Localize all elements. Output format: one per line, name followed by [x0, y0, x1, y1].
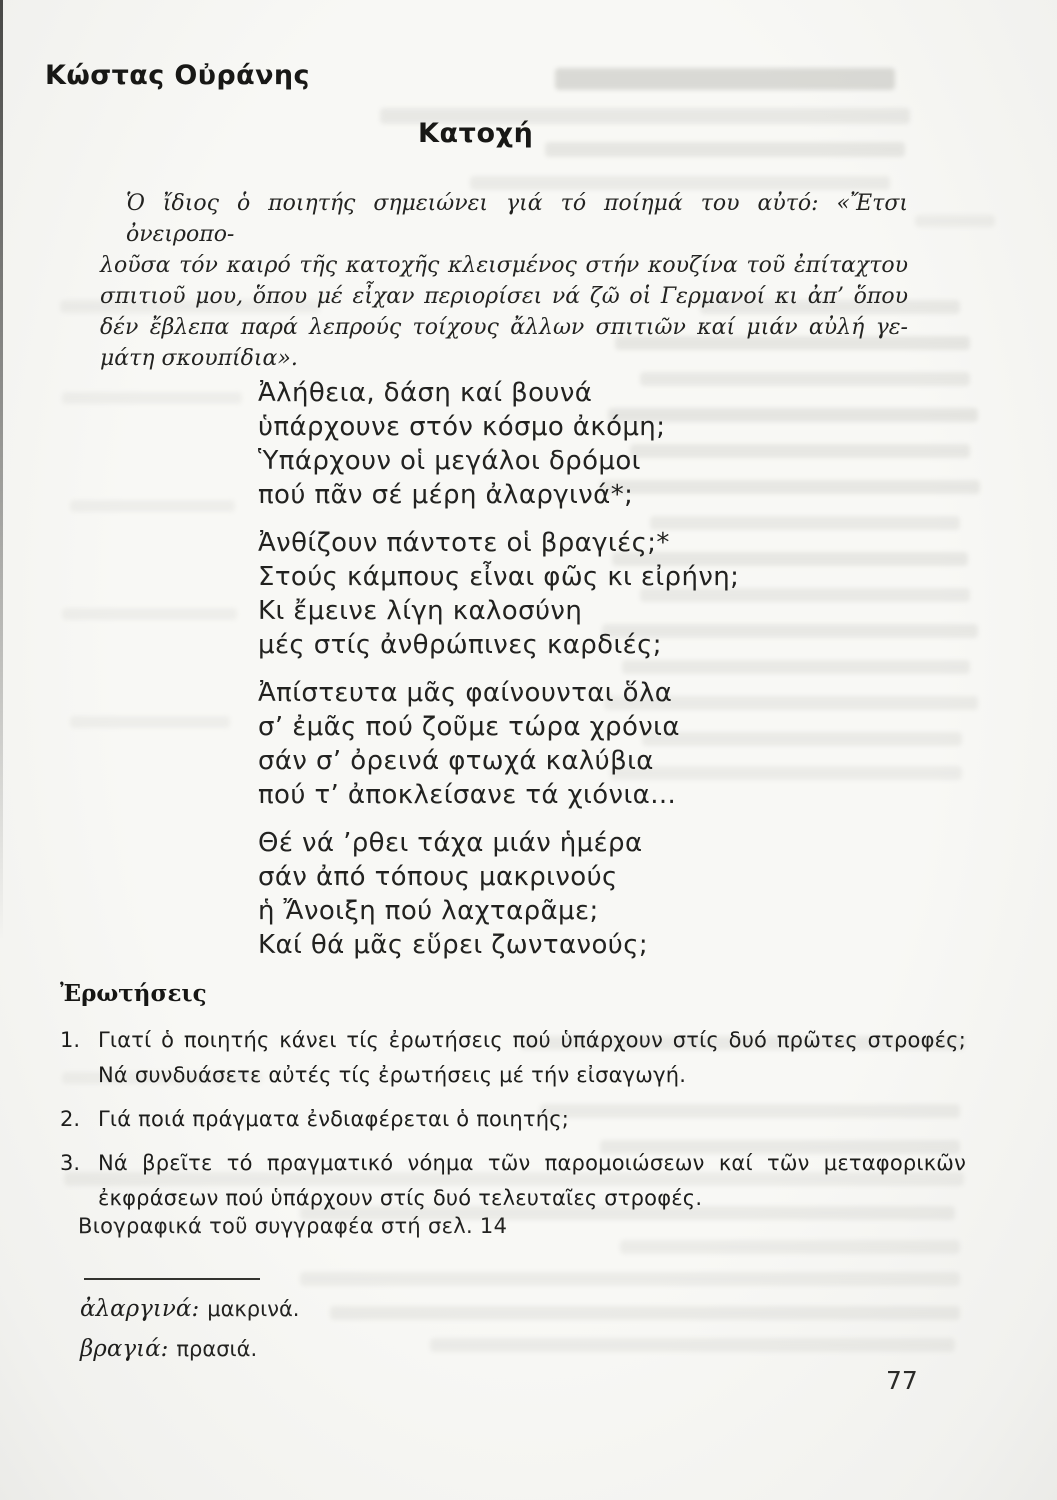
question-text: Γιατί ὁ ποιητής κάνει τίς ἐρωτήσεις πού ὑπάρχουν στίς δυό πρῶτες στροφές; Νά συνδυάσετε αὐτές τίς ἐρωτήσεις μέ τήν εἰσαγωγή. [98, 1028, 966, 1087]
questions-heading: Ἐρωτήσεις [60, 980, 207, 1007]
questions-section [60, 980, 966, 1225]
intro-line: σπιτιοῦ μου, ὅπου μέ εἶχαν περιορίσει νά ζῶ οἱ Γερμανοί κι ἀπ’ ὅπου [100, 284, 908, 309]
question-text: Γιά ποιά πράγματα ἐνδιαφέρεται ὁ ποιητής; [98, 1107, 570, 1131]
bleed-through-line [62, 392, 242, 404]
bio-note: Βιογραφικά τοῦ συγγραφέα στή σελ. 14 [78, 1214, 508, 1238]
poem-stanza [258, 826, 739, 962]
glossary [80, 1294, 299, 1374]
glossary-term: βραγιά: [80, 1336, 169, 1362]
bleed-through-line [62, 608, 237, 620]
poem-line: ἡ Ἄνοιξη πού λαχταρᾶμε; [258, 896, 599, 926]
poem-line: ὑπάρχουνε στόν κόσμο ἀκόμη; [258, 412, 666, 442]
intro-line: λοῦσα τόν καιρό τῆς κατοχῆς κλεισμένος στήν κουζίνα τοῦ ἐπίταχτου [100, 253, 908, 278]
author-name: Κώστας Οὐράνης [45, 60, 310, 91]
intro-line: δέν ἔβλεπα παρά λεπρούς τοίχους ἄλλων σπιτιῶν καί μιάν αὐλή γε- [100, 315, 908, 340]
page-number: 77 [886, 1366, 918, 1395]
bleed-through-line [545, 142, 905, 157]
poem-line: πού πᾶν σέ μέρη ἀλαργινά*; [258, 480, 634, 510]
footnote-divider [84, 1278, 260, 1280]
intro-note [100, 188, 908, 374]
poem-line: Ἀπίστευτα μᾶς φαίνουνται ὅλα [258, 678, 673, 708]
poem-line: Ὑπάρχουν οἱ μεγάλοι δρόμοι [258, 446, 641, 476]
glossary-term: ἀλαργινά: [80, 1296, 200, 1322]
question-item [60, 1102, 966, 1137]
question-item [60, 1146, 966, 1216]
intro-line: μάτη σκουπίδια». [100, 346, 298, 371]
question-number: 3. [60, 1151, 81, 1175]
bleed-through-line [430, 1338, 955, 1352]
poem-body [258, 376, 739, 976]
bleed-through-line [555, 68, 895, 90]
glossary-entry [80, 1334, 299, 1366]
poem-line: Θέ νά ’ρθει τάχα μιάν ἡμέρα [258, 828, 643, 858]
poem-line: Ἀλήθεια, δάση καί βουνά [258, 378, 593, 408]
bleed-through-line [300, 1272, 960, 1286]
poem-line: Στούς κάμπους εἶναι φῶς κι εἰρήνη; [258, 562, 740, 592]
poem-line: Ἀνθίζουν πάντοτε οἱ βραγιές;* [258, 528, 670, 558]
poem-stanza [258, 676, 739, 812]
bleed-through-line [330, 1306, 960, 1320]
question-number: 2. [60, 1107, 81, 1131]
poem-stanza [258, 376, 739, 512]
scan-edge-shadow [0, 0, 3, 940]
glossary-entry [80, 1294, 299, 1326]
question-number: 1. [60, 1028, 81, 1052]
bleed-through-line [70, 716, 230, 728]
poem-line: Κι ἔμεινε λίγη καλοσύνη [258, 596, 583, 626]
glossary-definition: μακρινά. [207, 1297, 300, 1321]
poem-line: σάν ἀπό τόπους μακρινούς [258, 862, 618, 892]
poem-line: μές στίς ἀνθρώπινες καρδιές; [258, 630, 662, 660]
poem-stanza [258, 526, 739, 662]
question-text: Νά βρεῖτε τό πραγματικό νόημα τῶν παρομοιώσεων καί τῶν μεταφορικῶν ἐκφράσεων πού ὑπάρχουν στίς δυό τελευταῖες στροφές. [98, 1151, 966, 1210]
bleed-through-line [620, 1240, 960, 1254]
intro-line: Ὁ ἴδιος ὁ ποιητής σημειώνει γιά τό ποίημά του αὐτό: «Ἔτσι ὀνειροπο- [126, 191, 908, 247]
poem-line: πού τ’ ἀποκλείσανε τά χιόνια... [258, 780, 677, 810]
poem-line: σ’ ἐμᾶς πού ζοῦμε τώρα χρόνια [258, 712, 680, 742]
poem-title: Κατοχή [418, 118, 534, 149]
bleed-through-line [915, 215, 995, 227]
poem-line: Καί θά μᾶς εὕρει ζωντανούς; [258, 930, 649, 960]
bleed-through-line [70, 500, 235, 512]
poem-line: σάν σ’ ὀρεινά φτωχά καλύβια [258, 746, 654, 776]
glossary-definition: πρασιά. [176, 1337, 258, 1361]
question-item [60, 1023, 966, 1093]
